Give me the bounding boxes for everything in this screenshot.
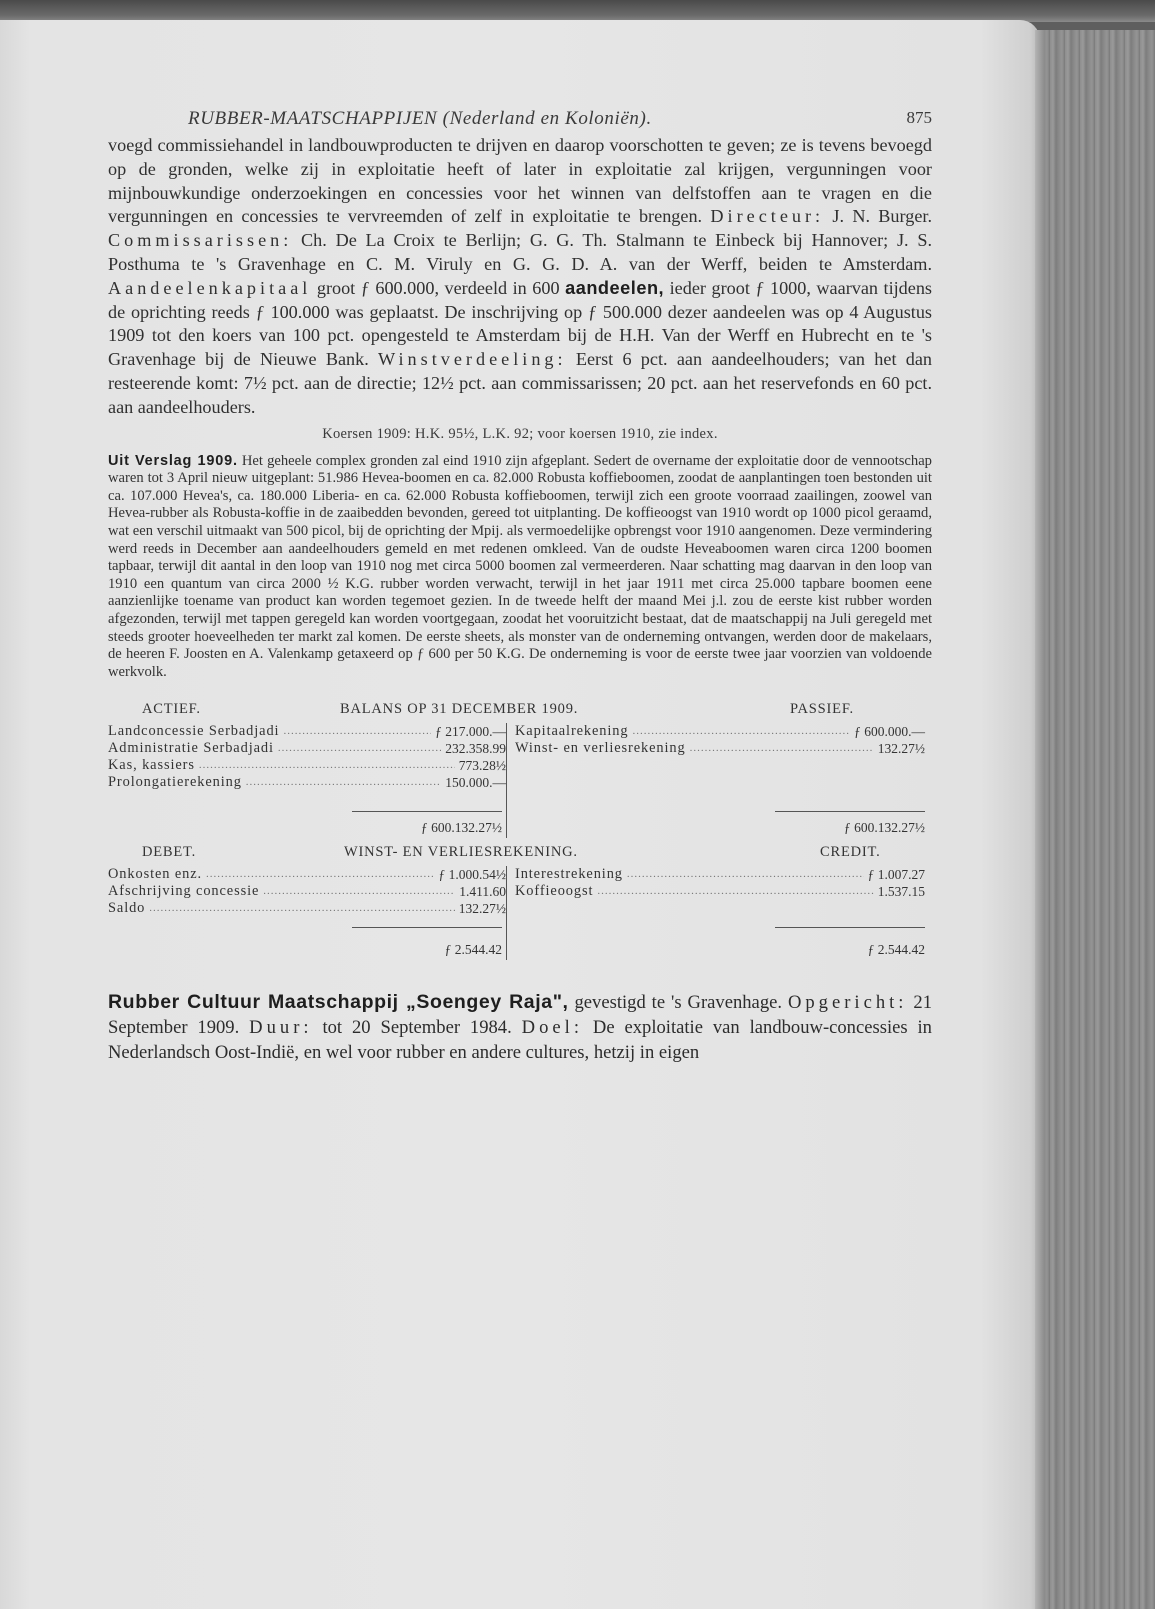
- winstverdeeling-value: Eerst 6 pct. aan aandeelhouders; van het dan resteerende komt: 7½ pct. aan de directie; 12½ pct. aan commissarissen; 20 pct. aan het reservefonds en 60 pct. aan aandeelhouders.: [108, 349, 933, 417]
- opgericht-label: Opgericht:: [787, 992, 908, 1014]
- row-amount: 132.27½: [877, 741, 925, 757]
- debet-heading: DEBET.: [142, 844, 197, 861]
- profit-loss-account: [108, 840, 932, 960]
- credit-total: ƒ 2.544.42: [867, 942, 925, 958]
- row-amount: 132.27½: [458, 901, 506, 917]
- opgericht-value: 21 September 1909.: [108, 992, 932, 1039]
- leader-dots: [149, 900, 454, 917]
- running-header: [108, 100, 932, 134]
- table-row: [515, 740, 925, 757]
- page-content: [108, 100, 932, 1065]
- entry-purpose-text: voegd commissiehandel in landbouwproducten te drijven en daarop voorschotten te geven; ze is tevens bevoegd op de gronden, welke zij in exploitatie heeft of later in exploitatie zal krijgen, vergunningen voor mijnbouwkundige onderzoekingen en concessies voor het winnen van delfstoffen aan te vragen en die vergunningen en concessies te vervreemden of zelf in exploitatie te brengen.: [108, 135, 932, 227]
- leader-dots: [283, 723, 431, 740]
- leader-dots: [597, 883, 873, 900]
- company-entry-soengey-raja: [108, 990, 932, 1065]
- row-amount: 1.537.15: [877, 884, 925, 900]
- profit-loss-headings: [108, 840, 932, 866]
- row-label: Kas, kassiers: [108, 757, 195, 774]
- balance-sheet-headings: [108, 697, 932, 723]
- table-row: [515, 723, 925, 740]
- doel-value: De exploitatie van landbouw-concessies in Nederlandsch Oost-Indië, en wel voor rubber en andere cultures, hetzij in eigen: [108, 1017, 932, 1064]
- row-label: Afschrijving concessie: [108, 883, 260, 900]
- debet-total: ƒ 2.544.42: [444, 942, 502, 958]
- credit-heading: CREDIT.: [820, 844, 881, 861]
- row-label: Interestrekening: [515, 866, 623, 883]
- row-amount: 1.411.60: [459, 884, 506, 900]
- actief-heading: ACTIEF.: [142, 701, 201, 718]
- leader-dots: [690, 740, 874, 757]
- sum-rule: [352, 811, 502, 812]
- company-name: Rubber Cultuur Maatschappij „Soengey Raja",: [108, 991, 569, 1014]
- duur-label: Duur:: [249, 1017, 313, 1039]
- row-amount: 150.000.—: [445, 775, 506, 791]
- aandeelen-bold: aandeelen,: [565, 277, 665, 298]
- winstverdeeling-label: Winstverdeeling:: [378, 349, 567, 370]
- leader-dots: [278, 740, 441, 757]
- verslag-text: Het geheele complex gronden zal eind 1910 zijn afgeplant. Sedert de overname der exploitatie door de vennootschap waren tot 3 April nieuw uitgeplant: 51.986 Hevea-boomen en ca. 82.000 Robusta koffieboomen, zoodat de aanplantingen toen bestonden uit ca. 107.000 Hevea's, ca. 180.000 Liberia- en ca. 62.000 Robusta koffieboomen, terwijl zich een groote voorraad zaailingen, zoowel van Hevea-rubber als Robusta-koffie in de zaaibedden bevonden, gereed tot uitplanting. De koffieoogst van 1910 wordt op 1000 picol geraamd, wat een verschil uitmaakt van 500 picol, bij de oprichting der Mpij. als vermoedelijke opbrengst voor 1910 aangenomen. Deze vermindering werd reeds in December aan aandeelhouders gemeld en met redenen omkleed. Van de oudste Heveaboomen waren circa 1200 boomen tapbaar, terwijl dit aantal in den loop van 1910 nog met circa 5000 boomen zal vermeerderen. Naar schatting mag daarvan in den loop van 1910 een quantum van circa 2000 ½ K.G. rubber worden verwacht, terwijl in het jaar 1911 met circa 25.000 tapbare boomen eene aanzienlijke toename van product kan worden tegemoet gezien. In de tweede helft der maand Mei j.l. zou de eerste kist rubber worden afgezonden, terwijl met tappen geregeld kan worden voortgegaan, zoodat het vooruitzicht bestaat, dat de maatschappij na Juli geregeld met steeds grooter hoeveelheden ter markt zal komen. De eerste sheets, als monster van de onderneming ontvangen, werden door de makelaars, de heeren F. Joosten en A. Valenkamp getaxeerd op ƒ 600 per 50 K.G. De onderneming is voor de eerste twee jaar voorzien van voldoende werkvolk.: [108, 452, 932, 680]
- passief-total: ƒ 600.132.27½: [844, 820, 925, 836]
- row-label: Prolongatierekening: [108, 774, 242, 791]
- debet-column: [108, 866, 507, 960]
- table-row: [108, 866, 506, 883]
- scan-top-edge: [0, 0, 1155, 22]
- table-row: [108, 757, 506, 774]
- row-label: Saldo: [108, 900, 146, 917]
- table-row: [108, 774, 506, 791]
- table-row: [515, 866, 925, 883]
- kapitaal-value: groot ƒ 600.000, verdeeld in 600: [316, 277, 560, 298]
- balance-sheet: [108, 697, 932, 838]
- row-amount: 773.28½: [458, 758, 506, 774]
- row-label: Winst- en verliesrekening: [515, 740, 686, 757]
- actief-total: ƒ 600.132.27½: [421, 820, 502, 836]
- doel-label: Doel:: [521, 1017, 583, 1039]
- directeur-value: J. N. Burger.: [832, 206, 933, 227]
- passief-column: [507, 723, 925, 838]
- running-head-title: RUBBER-MAATSCHAPPIJEN (Nederland en Koloniën).: [188, 108, 652, 129]
- kapitaal-label: Aandeelenkapitaal: [108, 277, 312, 298]
- table-row: [108, 900, 506, 917]
- profit-loss-columns: [108, 866, 932, 960]
- table-row: [515, 883, 925, 900]
- row-amount: ƒ 600.000.—: [854, 724, 925, 740]
- leader-dots: [246, 774, 441, 791]
- leader-dots: [199, 757, 455, 774]
- sum-rule: [775, 927, 925, 928]
- commissarissen-value: Ch. De La Croix te Berlijn; G. G. Th. Stalmann te Einbeck bij Hannover; J. S. Posthuma te 's Gravenhage en C. M. Viruly en G. G. D. A. van der Werff, beiden te Amsterdam.: [108, 230, 932, 274]
- passief-heading: PASSIEF.: [790, 701, 854, 718]
- row-label: Onkosten enz.: [108, 866, 203, 883]
- sum-rule: [775, 811, 925, 812]
- actief-column: [108, 723, 507, 838]
- table-row: [108, 883, 506, 900]
- leader-dots: [206, 866, 434, 883]
- page-number: 875: [906, 108, 932, 127]
- row-label: Landconcessie Serbadjadi: [108, 723, 280, 740]
- commissarissen-label: Commissarissen:: [108, 230, 293, 251]
- sum-rule: [352, 927, 502, 928]
- row-amount: ƒ 1.007.27: [867, 867, 925, 883]
- koersen-line: Koersen 1909: H.K. 95½, L.K. 92; voor koersen 1910, zie index.: [322, 425, 718, 442]
- row-label: Koffieoogst: [515, 883, 594, 900]
- leader-dots: [263, 883, 455, 900]
- row-amount: ƒ 1.000.54½: [438, 867, 506, 883]
- row-label: Administratie Serbadjadi: [108, 740, 274, 757]
- company-entry-continued: [108, 134, 932, 420]
- winst-verlies-title: WINST- EN VERLIESREKENING.: [344, 844, 578, 861]
- kapitaal-details: ieder groot ƒ 1000, waarvan tijdens de oprichting reeds ƒ 100.000 was geplaatst. De inschrijving op ƒ 500.000 dezer aandeelen was op 4 Augustus 1909 tot den koers van 100 pct. opengesteld te Amsterdam bij de H.H. Van der Werff en Hubrecht en te 's Gravenhage bij de Nieuwe Bank.: [108, 277, 933, 370]
- row-amount: ƒ 217.000.—: [435, 724, 506, 740]
- annual-report-paragraph: [108, 453, 932, 682]
- balans-title: BALANS OP 31 DECEMBER 1909.: [340, 701, 579, 718]
- directeur-label: Directeur:: [710, 206, 825, 227]
- leader-dots: [633, 723, 851, 740]
- duur-value: tot 20 September 1984.: [322, 1017, 512, 1039]
- row-amount: 232.358.99: [445, 741, 506, 757]
- credit-column: [507, 866, 925, 960]
- table-row: [108, 740, 506, 757]
- page-gutter-shadow: [1035, 30, 1045, 1609]
- verslag-label: Uit Verslag 1909.: [108, 452, 238, 469]
- leader-dots: [627, 866, 864, 883]
- table-row: [108, 723, 506, 740]
- gevestigd-text: gevestigd te 's Gravenhage.: [574, 992, 783, 1014]
- balance-sheet-columns: [108, 723, 932, 838]
- row-label: Kapitaalrekening: [515, 723, 629, 740]
- book-binding-edge: [1035, 30, 1155, 1609]
